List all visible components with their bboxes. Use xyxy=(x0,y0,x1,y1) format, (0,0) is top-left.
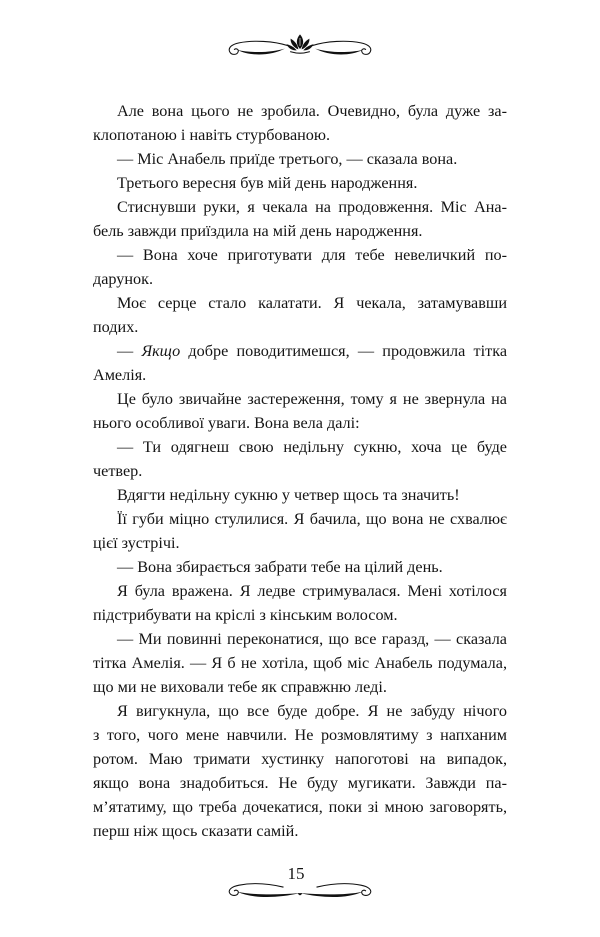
text-line: четвер. xyxy=(93,462,143,480)
paragraph xyxy=(93,171,507,195)
lotus-icon xyxy=(286,34,313,53)
text-line: — Ми повинні переконатися, що все гаразд, — сказала xyxy=(117,630,507,648)
left-flourish xyxy=(229,41,288,54)
paragraph xyxy=(93,627,507,699)
text-line: Амелія. xyxy=(93,366,147,384)
paragraph xyxy=(93,147,507,171)
paragraph xyxy=(93,483,507,507)
text-line xyxy=(93,339,507,363)
text-line: подих. xyxy=(93,318,139,336)
text-run: — xyxy=(117,342,142,360)
text-line: цієї зустрічі. xyxy=(93,534,180,552)
right-flourish xyxy=(300,884,371,897)
paragraph xyxy=(93,435,507,483)
paragraph xyxy=(93,579,507,627)
paragraph xyxy=(93,387,507,435)
text-line: Я вигукнула, що все буде добре. Я не забуду нічого xyxy=(117,702,507,720)
text-line: підстрибувати на кріслі з кінським волосом. xyxy=(93,606,398,624)
flourish-icon xyxy=(225,873,375,903)
paragraph xyxy=(93,507,507,555)
paragraph xyxy=(93,291,507,339)
text-line: ротом. Маю тримати хустинку напоготові на випадок, xyxy=(93,750,507,768)
body-text xyxy=(93,99,507,843)
text-line: тітка Амелія. — Я б не хотіла, щоб міс Анабель подумала, xyxy=(93,654,507,672)
paragraph xyxy=(93,339,507,387)
paragraph xyxy=(93,555,507,579)
text-line: дарунок. xyxy=(93,270,154,288)
right-flourish xyxy=(312,41,371,54)
text-line: — Вона збирається забрати тебе на цілий день. xyxy=(117,558,443,576)
paragraph xyxy=(93,243,507,291)
text-line: Стиснувши руки, я чекала на продовження. Міс Ана- xyxy=(117,198,507,216)
center-point xyxy=(298,893,303,895)
text-line: Я була вражена. Я ледве стримувалася. Мені хотілося xyxy=(117,582,507,600)
text-line: — Ти одягнеш свою недільну сукню, хоча це буде xyxy=(117,438,507,456)
paragraph xyxy=(93,195,507,243)
text-run: добре поводитимешся, — продовжила тітка xyxy=(180,342,507,360)
text-line: Але вона цього не зробила. Очевидно, була дуже за- xyxy=(117,102,507,120)
left-flourish xyxy=(229,884,300,897)
text-line: Це було звичайне застереження, тому я не звернула на xyxy=(117,390,507,408)
text-line: Її губи міцно стулилися. Я бачила, що вона не схвалює xyxy=(117,510,507,528)
text-line: що ми не виховали тебе як справжню леді. xyxy=(93,678,387,696)
text-line: Третього вересня був мій день народження. xyxy=(117,174,418,192)
text-line: клопотаною і навіть стурбованою. xyxy=(93,126,331,144)
text-line: Моє серце стало калатати. Я чекала, затамувавши xyxy=(117,294,507,312)
text-line: — Вона хоче приготувати для тебе невеличкий по- xyxy=(117,246,507,264)
text-line: якщо вона знадобиться. Не буду мугикати. Завжди па- xyxy=(93,774,507,792)
text-line: з того, чого мене навчили. Не розмовлятиму з напханим xyxy=(93,726,507,744)
emphasized-word: Якщо xyxy=(141,342,181,360)
paragraph xyxy=(93,99,507,147)
text-line: перш ніж щось сказати самій. xyxy=(93,822,299,840)
lotus-flourish-icon xyxy=(225,33,375,63)
text-line: — Міс Анабель приїде третього, — сказала вона. xyxy=(117,150,458,168)
text-line: нього особливої уваги. Вона вела далі: xyxy=(93,414,360,432)
text-line: бель завжди приїздила на мій день народження. xyxy=(93,222,423,240)
paragraph xyxy=(93,699,507,843)
text-line: Вдягти недільну сукню у четвер щось та значить! xyxy=(117,486,460,504)
text-line: м’ятатиму, що треба дочекатися, поки зі мною заговорять, xyxy=(93,798,507,816)
page-number: 15 xyxy=(287,864,305,883)
